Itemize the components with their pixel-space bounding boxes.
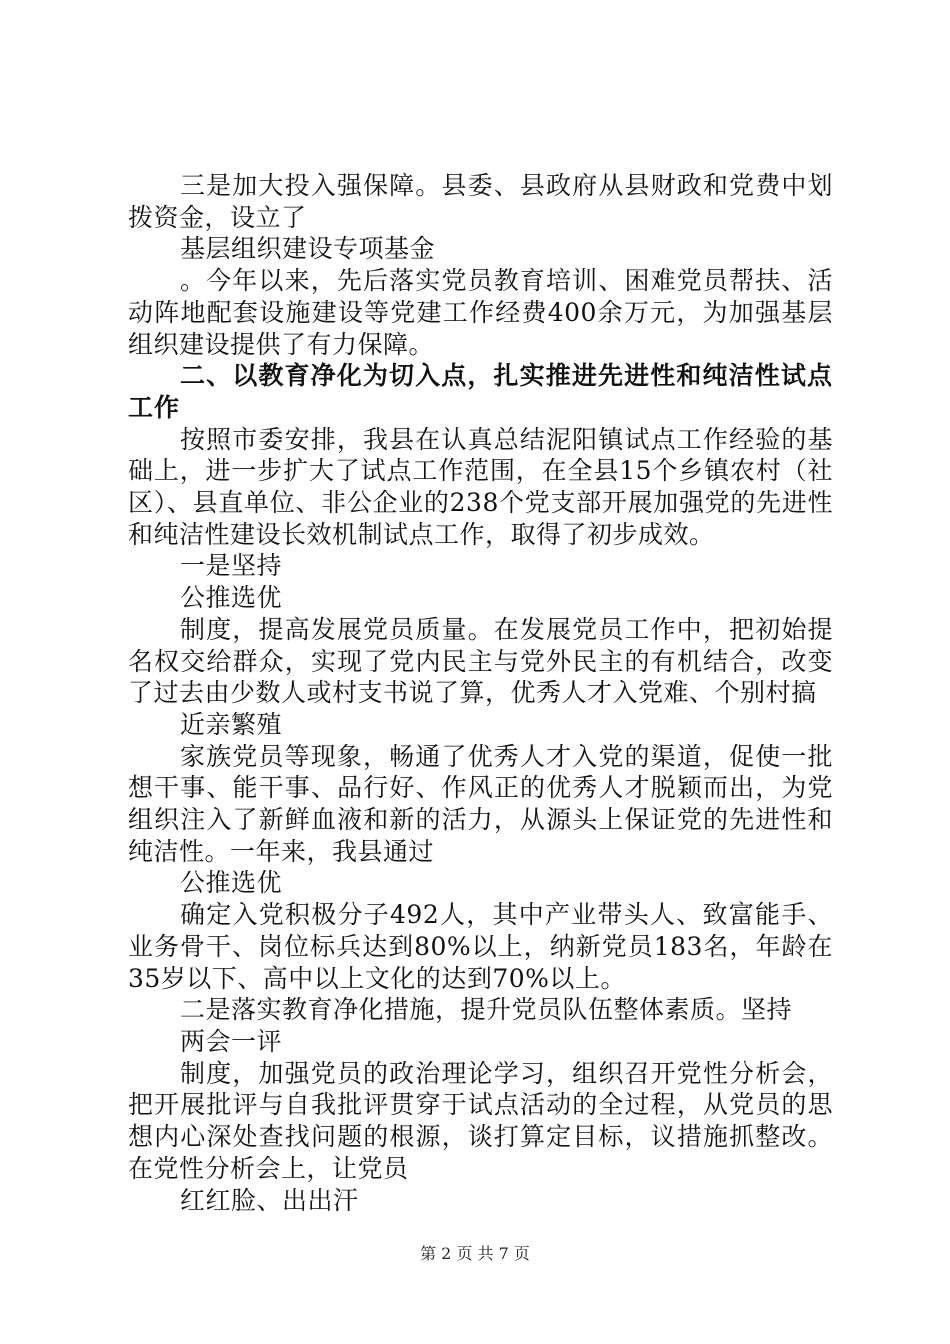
page-footer: 第 2 页 共 7 页 — [420, 1244, 530, 1263]
body-paragraph: 二是落实教育净化措施，提升党员队伍整体素质。坚持 — [180, 995, 793, 1025]
section-heading: 二、以教育净化为切入点，扎实推进先进性和纯洁性试点工作 — [128, 361, 833, 422]
body-paragraph: 近亲繁殖 — [180, 709, 283, 739]
body-paragraph: 制度，提高发展党员质量。在发展党员工作中，把初始提名权交给群众，实现了党内民主与党外民主的有机结合，改变了过去由少数人或村支书说了算，优秀人才入党难、个别村搞 — [128, 614, 833, 708]
body-paragraph: 按照市委安排，我县在认真总结泥阳镇试点工作经验的基础上，进一步扩大了试点工作范围，在全县15个乡镇农村（社区）、县直单位、非公企业的238个党支部开展加强党的先进性和纯洁性建设长效机制试点工作，取得了初步成效。 — [128, 424, 833, 549]
body-paragraph: 。今年以来，先后落实党员教育培训、困难党员帮扶、活动阵地配套设施建设等党建工作经费400余万元，为加强基层组织建设提供了有力保障。 — [128, 266, 833, 359]
body-paragraph: 公推选优 — [180, 868, 283, 898]
body-paragraph: 红红脸、出出汗 — [180, 1185, 359, 1215]
document-body — [128, 170, 833, 1216]
body-paragraph: 制度，加强党员的政治理论学习，组织召开党性分析会，把开展批评与自我批评贯穿于试点活动的全过程，从党员的思想内心深处查找问题的根源，谈打算定目标，议措施抓整改。在党性分析会上，让党员 — [128, 1058, 833, 1183]
body-paragraph: 三是加大投入强保障。县委、县政府从县财政和党费中划拨资金，设立了 — [128, 171, 833, 232]
body-paragraph: 基层组织建设专项基金 — [180, 234, 436, 264]
body-paragraph: 确定入党积极分子492人，其中产业带头人、致富能手、业务骨干、岗位标兵达到80%以上，纳新党员183名，年龄在35岁以下、高中以上文化的达到70%以上。 — [128, 900, 833, 993]
body-paragraph: 公推选优 — [180, 583, 283, 613]
body-paragraph: 一是坚持 — [180, 551, 283, 581]
body-paragraph: 两会一评 — [180, 1026, 283, 1056]
body-paragraph: 家族党员等现象，畅通了优秀人才入党的渠道，促使一批想干事、能干事、品行好、作风正的优秀人才脱颖而出，为党组织注入了新鲜血液和新的活力，从源头上保证党的先进性和纯洁性。一年来，我县通过 — [128, 741, 833, 866]
